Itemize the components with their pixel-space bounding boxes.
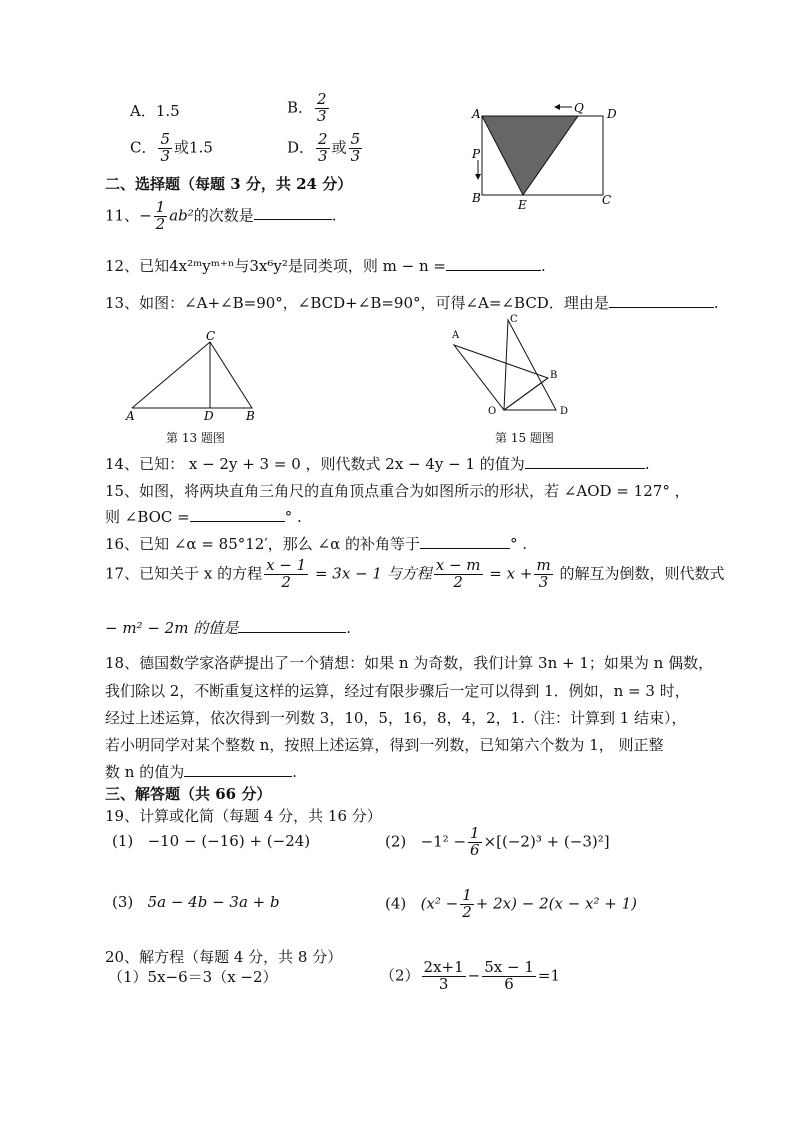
- arrow-head-left-icon: [554, 104, 560, 110]
- fraction: $\frac{5x - 1}{6}$: [484, 958, 534, 993]
- q19-part1: (1) −10 − (−16) + (−24): [112, 832, 311, 850]
- fraction: $\frac{2}{3}$: [317, 90, 327, 125]
- question-15-line2: 则 ∠BOC = ° .: [105, 508, 302, 526]
- shaded-triangle: [482, 116, 578, 195]
- answer-blank[interactable]: [446, 270, 541, 271]
- question-18-line1: 18、德国数学家洛萨提出了一个猜想：如果 n 为奇数，我们计算 3n + 1；如果为 n 偶数，: [105, 654, 714, 672]
- question-16: 16、已知 ∠α = 85°12′，那么 ∠α 的补角等于 ° .: [105, 535, 528, 553]
- label-c: C: [206, 329, 216, 343]
- question-17-line2: − m² − 2m 的值是 .: [105, 619, 351, 637]
- arrow-head-down-icon: [475, 174, 481, 180]
- option-b: B． $\frac{2}{3}$: [287, 90, 327, 125]
- fraction: $\frac{1}{6}$: [470, 824, 480, 859]
- figure-15: [448, 310, 573, 425]
- fraction: $\frac{5}{3}$: [160, 130, 171, 165]
- fraction: $\frac{1}{2}$: [155, 198, 166, 233]
- label-b: B: [550, 370, 558, 381]
- fraction: $\frac{2x+1}{3}$: [423, 958, 464, 993]
- label-e: E: [518, 198, 527, 210]
- question-18-line4: 若小明同学对某个整数 n，按照上述运算，得到一列数，已知第六个数为 1， 则正整: [105, 736, 664, 754]
- label-c: C: [510, 314, 518, 325]
- label-p: P: [472, 147, 481, 161]
- option-c: C． $\frac{5}{3}$ 或1.5: [130, 130, 213, 165]
- answer-blank[interactable]: [190, 521, 285, 522]
- q19-part4: (4) (x² − $\frac{1}{2}$ + 2x) − 2(x − x² + 1): [385, 886, 638, 921]
- rectangle-figure: [468, 100, 628, 210]
- label-d: D: [204, 409, 214, 423]
- q20-part1: （1）5x−6＝3（x −2）: [108, 968, 278, 986]
- option-a: A．1.5: [130, 102, 180, 120]
- fraction: $\frac{5}{3}$: [350, 130, 361, 165]
- label-q: Q: [574, 101, 584, 115]
- label-a: A: [126, 409, 135, 423]
- label-b: B: [246, 409, 255, 423]
- section-3-title: 三、解答题（共 66 分）: [105, 785, 272, 803]
- answer-blank[interactable]: [238, 632, 346, 633]
- fraction: $\frac{1}{2}$: [462, 886, 472, 921]
- label-d: D: [560, 406, 569, 417]
- answer-blank[interactable]: [184, 776, 292, 777]
- option-d: D． $\frac{2}{3}$ 或 $\frac{5}{3}$: [287, 130, 361, 165]
- answer-blank[interactable]: [525, 468, 645, 469]
- label-a: A: [472, 107, 481, 121]
- question-18-line3: 经过上述运算，依次得到一列数 3，10，5，16，8，4，2，1.（注：计算到 1 结束），: [105, 709, 687, 727]
- question-15-line1: 15、如图，将两块直角三角尺的直角顶点重合为如图所示的形状，若 ∠AOD = 127° ，: [105, 482, 690, 500]
- question-17-line1: 17、已知关于 x 的方程 $\frac{x - 1}{2}$ = 3x − 1 与方程 $\frac{x - m}{2}$ = x + $\frac{m}{3}$ 的解互为倒数，则代数式: [105, 556, 725, 591]
- q19-part3: (3) 5a − 4b − 3a + b: [112, 893, 280, 911]
- label-c: C: [602, 193, 612, 207]
- triangle-abc: [132, 342, 252, 408]
- question-13: 13、如图：∠A+∠B=90°，∠BCD+∠B=90°，可得∠A=∠BCD．理由是 .: [105, 294, 719, 312]
- label-b: B: [472, 191, 481, 205]
- segment-ob: [504, 378, 548, 410]
- figure-13-caption: 第 13 题图: [166, 431, 225, 445]
- fraction: $\frac{x - m}{2}$: [435, 556, 481, 591]
- question-11: 11、− $\frac{1}{2}$ ab²的次数是 .: [105, 198, 337, 233]
- figure-15-caption: 第 15 题图: [495, 431, 554, 445]
- question-12: 12、已知4x²ᵐyᵐ⁺ⁿ与3x⁶y²是同类项，则 m − n = .: [105, 257, 546, 275]
- q20-part2: （2） $\frac{2x+1}{3}$ − $\frac{5x - 1}{6}$ =1: [380, 958, 561, 993]
- answer-blank[interactable]: [420, 548, 510, 549]
- question-20-title: 20、解方程（每题 4 分，共 8 分）: [105, 948, 343, 966]
- fraction: $\frac{2}{3}$: [318, 130, 328, 165]
- question-18-line2: 我们除以 2，不断重复这样的运算，经过有限步骤后一定可以得到 1．例如，n = 3 时，: [105, 682, 690, 700]
- label-d: D: [607, 107, 617, 121]
- label-o: O: [488, 406, 497, 417]
- answer-blank[interactable]: [609, 307, 714, 308]
- question-19-title: 19、计算或化简（每题 4 分，共 16 分）: [105, 807, 382, 825]
- q19-part2: (2) −1² − $\frac{1}{6}$ ×[(−2)³ + (−3)²]: [385, 824, 610, 859]
- figure-13: [122, 328, 262, 426]
- fraction: $\frac{m}{3}$: [536, 556, 551, 591]
- label-a: A: [452, 330, 460, 341]
- triangle-aob: [454, 345, 548, 410]
- section-2-title: 二、选择题（每题 3 分，共 24 分）: [105, 175, 353, 193]
- fraction: $\frac{x - 1}{2}$: [266, 556, 307, 591]
- question-18-line5: 数 n 的值为 .: [105, 763, 297, 781]
- question-14: 14、已知： x − 2y + 3 = 0 ，则代数式 2x − 4y − 1 的值为 .: [105, 455, 650, 473]
- answer-blank[interactable]: [254, 219, 332, 220]
